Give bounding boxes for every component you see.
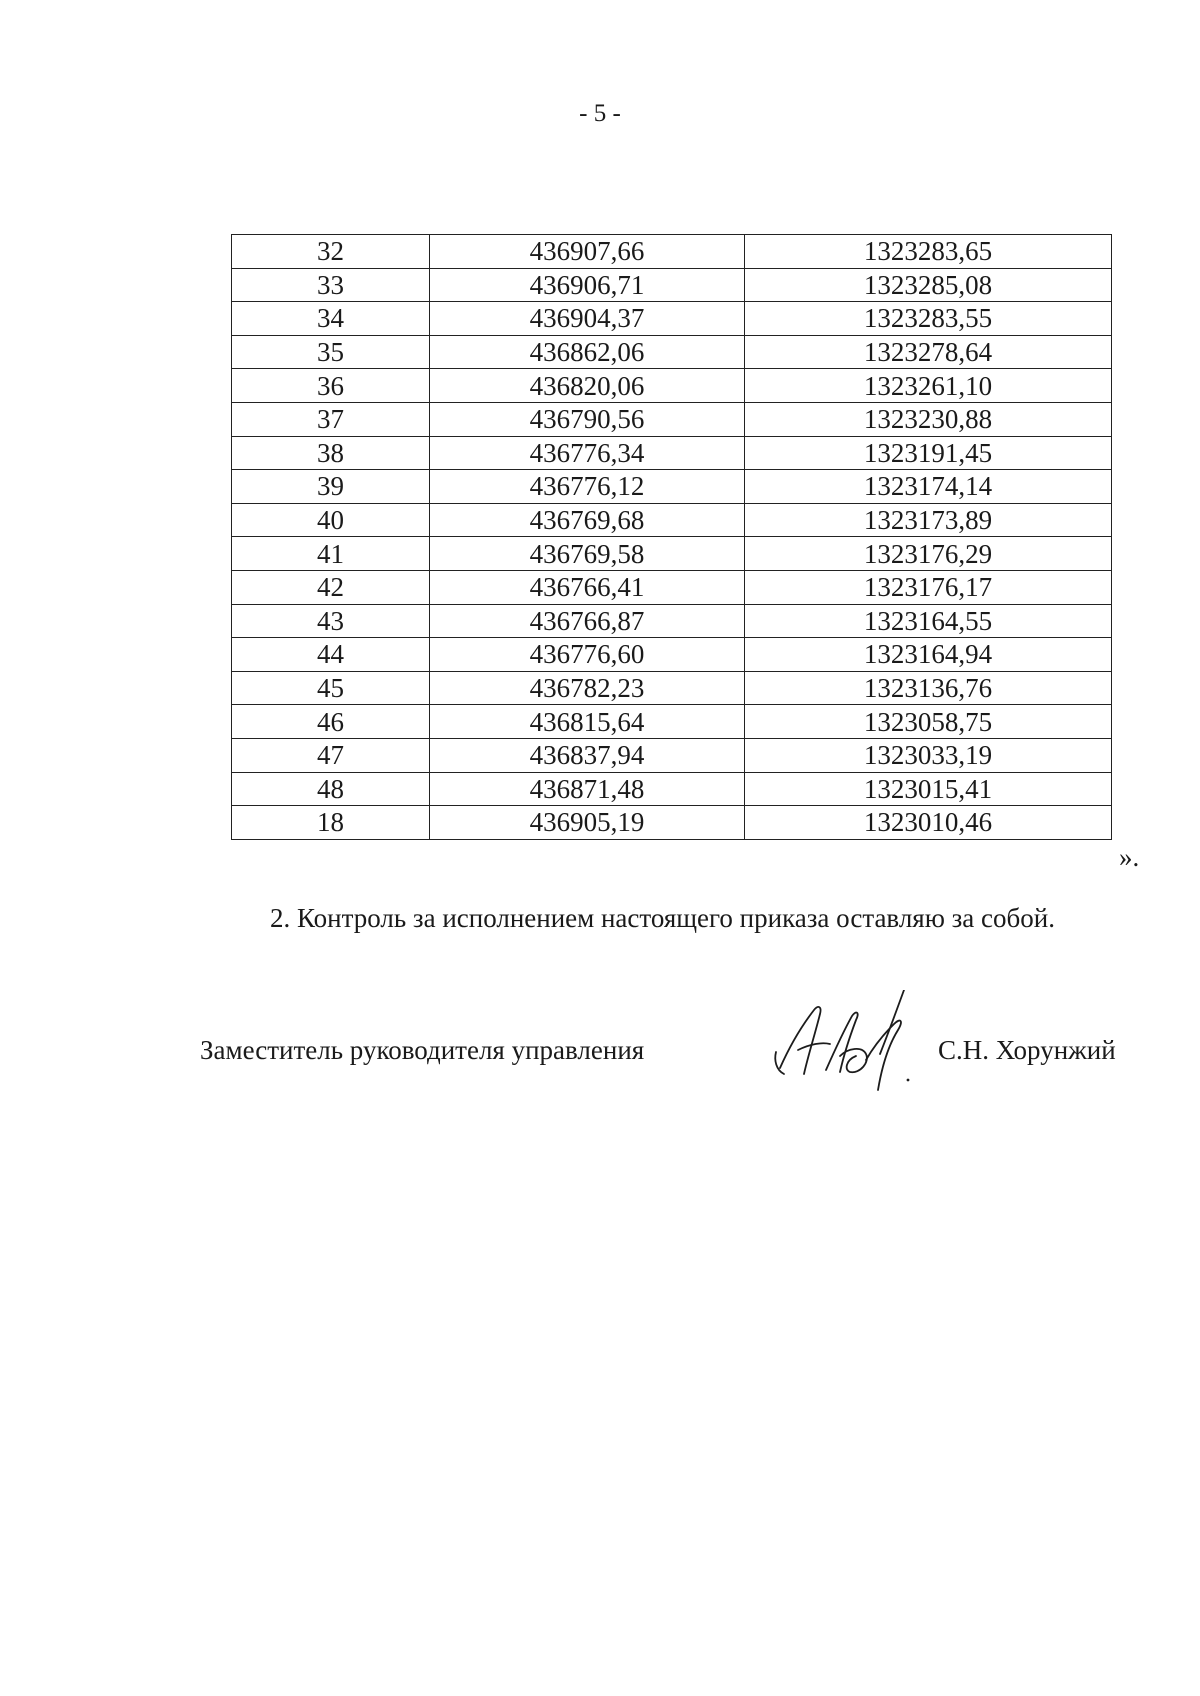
paragraph-2: 2. Контроль за исполнением настоящего приказа оставляю за собой. — [270, 903, 1055, 933]
table-row — [232, 335, 1112, 369]
x-coordinate-cell: 436766,41 — [430, 570, 745, 604]
point-number-cell: 41 — [232, 537, 430, 571]
x-coordinate-cell: 436776,60 — [430, 638, 745, 672]
y-coordinate-cell: 1323278,64 — [745, 335, 1112, 369]
x-coordinate-cell: 436907,66 — [430, 235, 745, 269]
table-row — [232, 738, 1112, 772]
point-number-cell: 39 — [232, 470, 430, 504]
table-row — [232, 402, 1112, 436]
x-coordinate-cell: 436815,64 — [430, 705, 745, 739]
table-close-quote: ». — [1119, 842, 1140, 872]
y-coordinate-cell: 1323174,14 — [745, 470, 1112, 504]
y-coordinate-cell: 1323283,65 — [745, 235, 1112, 269]
x-coordinate-cell: 436776,34 — [430, 436, 745, 470]
x-coordinate-cell: 436769,68 — [430, 503, 745, 537]
table-row — [232, 436, 1112, 470]
y-coordinate-cell: 1323015,41 — [745, 772, 1112, 806]
y-coordinate-cell: 1323173,89 — [745, 503, 1112, 537]
y-coordinate-cell: 1323261,10 — [745, 369, 1112, 403]
point-number-cell: 43 — [232, 604, 430, 638]
x-coordinate-cell: 436862,06 — [430, 335, 745, 369]
point-number-cell: 33 — [232, 268, 430, 302]
point-number-cell: 18 — [232, 806, 430, 840]
y-coordinate-cell: 1323191,45 — [745, 436, 1112, 470]
x-coordinate-cell: 436905,19 — [430, 806, 745, 840]
x-coordinate-cell: 436782,23 — [430, 671, 745, 705]
x-coordinate-cell: 436820,06 — [430, 369, 745, 403]
table-row — [232, 235, 1112, 269]
table-row — [232, 537, 1112, 571]
y-coordinate-cell: 1323058,75 — [745, 705, 1112, 739]
table-row — [232, 638, 1112, 672]
y-coordinate-cell: 1323033,19 — [745, 738, 1112, 772]
x-coordinate-cell: 436766,87 — [430, 604, 745, 638]
point-number-cell: 32 — [232, 235, 430, 269]
point-number-cell: 47 — [232, 738, 430, 772]
table-row — [232, 604, 1112, 638]
table-row — [232, 570, 1112, 604]
y-coordinate-cell: 1323010,46 — [745, 806, 1112, 840]
x-coordinate-cell: 436776,12 — [430, 470, 745, 504]
table-row — [232, 369, 1112, 403]
signer-position: Заместитель руководителя управления — [200, 1035, 645, 1065]
table-row — [232, 705, 1112, 739]
y-coordinate-cell: 1323230,88 — [745, 402, 1112, 436]
point-number-cell: 40 — [232, 503, 430, 537]
point-number-cell: 42 — [232, 570, 430, 604]
point-number-cell: 46 — [232, 705, 430, 739]
y-coordinate-cell: 1323164,55 — [745, 604, 1112, 638]
point-number-cell: 36 — [232, 369, 430, 403]
handwritten-signature — [770, 990, 930, 1095]
x-coordinate-cell: 436906,71 — [430, 268, 745, 302]
point-number-cell: 48 — [232, 772, 430, 806]
table-row — [232, 302, 1112, 336]
point-number-cell: 45 — [232, 671, 430, 705]
x-coordinate-cell: 436769,58 — [430, 537, 745, 571]
table-row — [232, 671, 1112, 705]
point-number-cell: 38 — [232, 436, 430, 470]
signer-name: С.Н. Хорунжий — [938, 1035, 1116, 1065]
table-row — [232, 772, 1112, 806]
x-coordinate-cell: 436871,48 — [430, 772, 745, 806]
table-row — [232, 806, 1112, 840]
coordinates-table — [231, 234, 1112, 840]
table-row — [232, 268, 1112, 302]
y-coordinate-cell: 1323283,55 — [745, 302, 1112, 336]
x-coordinate-cell: 436904,37 — [430, 302, 745, 336]
y-coordinate-cell: 1323285,08 — [745, 268, 1112, 302]
y-coordinate-cell: 1323176,17 — [745, 570, 1112, 604]
page-number: - 5 - — [579, 100, 621, 127]
point-number-cell: 44 — [232, 638, 430, 672]
table-row — [232, 503, 1112, 537]
point-number-cell: 35 — [232, 335, 430, 369]
x-coordinate-cell: 436837,94 — [430, 738, 745, 772]
y-coordinate-cell: 1323136,76 — [745, 671, 1112, 705]
x-coordinate-cell: 436790,56 — [430, 402, 745, 436]
table-row — [232, 470, 1112, 504]
coordinates-table-body — [232, 235, 1112, 840]
point-number-cell: 37 — [232, 402, 430, 436]
y-coordinate-cell: 1323176,29 — [745, 537, 1112, 571]
y-coordinate-cell: 1323164,94 — [745, 638, 1112, 672]
point-number-cell: 34 — [232, 302, 430, 336]
